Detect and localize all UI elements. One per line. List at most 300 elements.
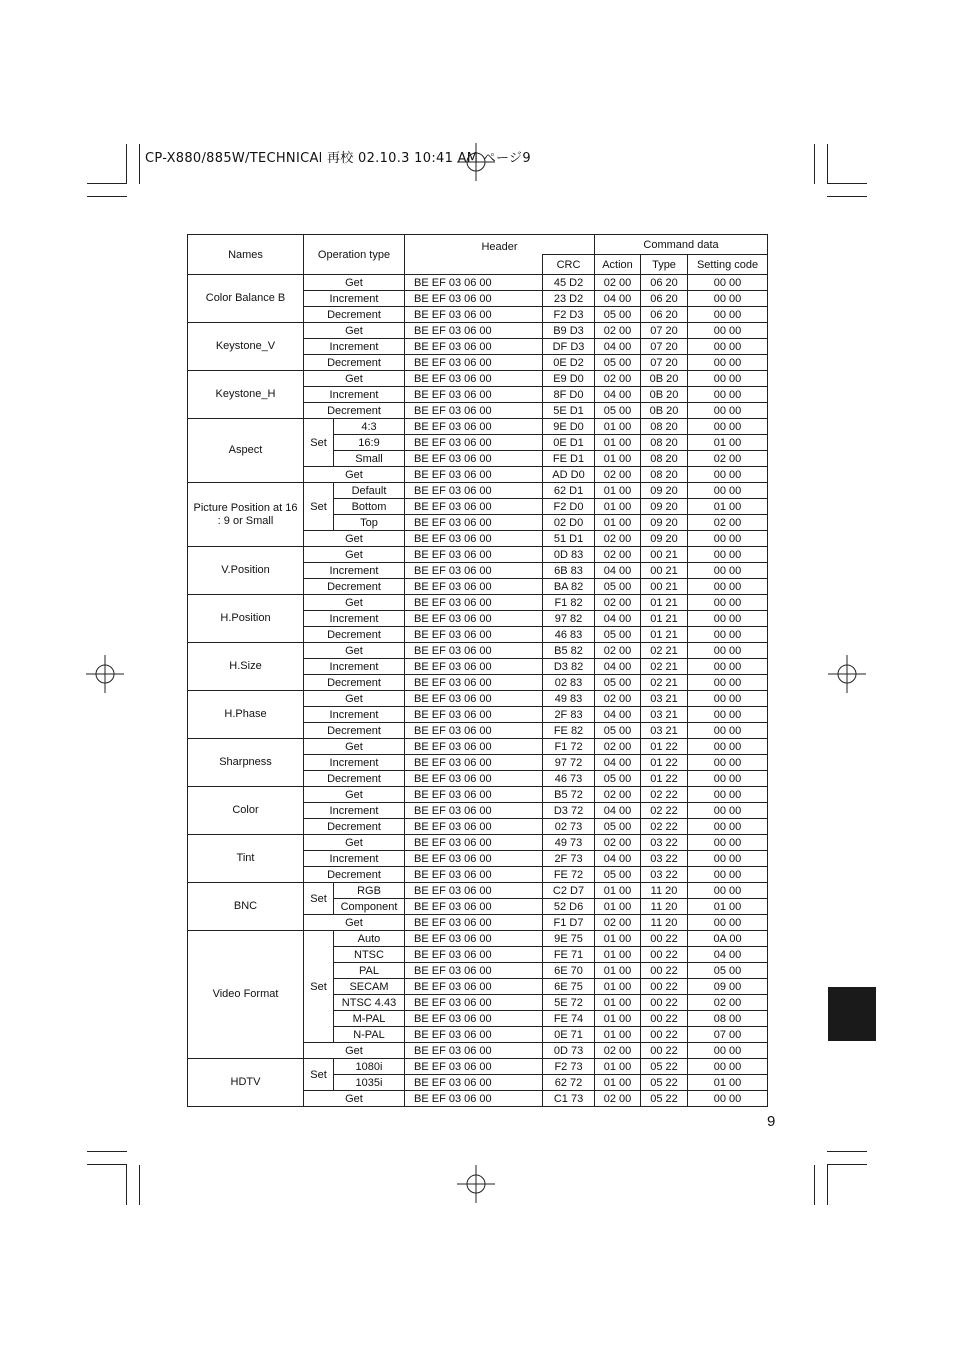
action-cell: 01 00 — [595, 899, 641, 915]
row-name: Aspect — [188, 419, 304, 483]
operation-cell: Get — [304, 547, 405, 563]
set-label: Set — [304, 1059, 334, 1091]
action-cell: 05 00 — [595, 307, 641, 323]
setting-code-cell: 00 00 — [688, 339, 768, 355]
crc-cell: 62 72 — [543, 1075, 595, 1091]
header-bytes-cell: BE EF 03 06 00 — [405, 483, 543, 499]
operation-cell: Top — [334, 515, 405, 531]
operation-cell: Get — [304, 643, 405, 659]
table-row — [188, 835, 768, 851]
operation-cell: Get — [304, 739, 405, 755]
set-label: Set — [304, 483, 334, 531]
action-cell: 04 00 — [595, 291, 641, 307]
action-cell: 05 00 — [595, 675, 641, 691]
header-bytes-cell: BE EF 03 06 00 — [405, 531, 543, 547]
setting-code-cell: 00 00 — [688, 403, 768, 419]
table-row — [188, 275, 768, 291]
header-bytes-cell: BE EF 03 06 00 — [405, 515, 543, 531]
crc-cell: F2 D3 — [543, 307, 595, 323]
setting-code-cell: 00 00 — [688, 291, 768, 307]
crc-cell: F1 D7 — [543, 915, 595, 931]
table-row — [188, 739, 768, 755]
setting-code-cell: 01 00 — [688, 1075, 768, 1091]
crc-cell: 0E 71 — [543, 1027, 595, 1043]
action-cell: 01 00 — [595, 883, 641, 899]
crc-cell: 23 D2 — [543, 291, 595, 307]
setting-code-cell: 00 00 — [688, 819, 768, 835]
header-bytes-cell: BE EF 03 06 00 — [405, 547, 543, 563]
setting-code-cell: 05 00 — [688, 963, 768, 979]
crc-cell: E9 D0 — [543, 371, 595, 387]
setting-code-cell: 00 00 — [688, 595, 768, 611]
row-name: Color — [188, 787, 304, 835]
type-cell: 09 20 — [641, 531, 688, 547]
crc-cell: 51 D1 — [543, 531, 595, 547]
action-cell: 05 00 — [595, 771, 641, 787]
operation-cell: Increment — [304, 851, 405, 867]
operation-cell: Default — [334, 483, 405, 499]
setting-code-cell: 07 00 — [688, 1027, 768, 1043]
table-row — [188, 547, 768, 563]
header-bytes-cell: BE EF 03 06 00 — [405, 1091, 543, 1107]
setting-code-cell: 00 00 — [688, 707, 768, 723]
header-bytes-cell: BE EF 03 06 00 — [405, 659, 543, 675]
type-cell: 02 22 — [641, 819, 688, 835]
setting-code-cell: 00 00 — [688, 915, 768, 931]
crc-cell: 0E D2 — [543, 355, 595, 371]
setting-code-cell: 00 00 — [688, 691, 768, 707]
type-cell: 03 21 — [641, 691, 688, 707]
crc-cell: 2F 73 — [543, 851, 595, 867]
crc-cell: 0D 83 — [543, 547, 595, 563]
registration-mark-icon — [86, 655, 124, 693]
header-bytes-cell: BE EF 03 06 00 — [405, 851, 543, 867]
type-cell: 00 22 — [641, 963, 688, 979]
action-cell: 01 00 — [595, 483, 641, 499]
header-type: Type — [641, 255, 688, 275]
action-cell: 02 00 — [595, 547, 641, 563]
table-row — [188, 787, 768, 803]
setting-code-cell: 00 00 — [688, 387, 768, 403]
crc-cell: 46 73 — [543, 771, 595, 787]
header-bytes-cell: BE EF 03 06 00 — [405, 1059, 543, 1075]
operation-cell: Increment — [304, 611, 405, 627]
setting-code-cell: 02 00 — [688, 515, 768, 531]
type-cell: 00 21 — [641, 547, 688, 563]
header-bytes-cell: BE EF 03 06 00 — [405, 563, 543, 579]
crc-cell: B5 82 — [543, 643, 595, 659]
header-bytes-cell: BE EF 03 06 00 — [405, 643, 543, 659]
setting-code-cell: 00 00 — [688, 643, 768, 659]
crc-cell: FE D1 — [543, 451, 595, 467]
setting-code-cell: 00 00 — [688, 1059, 768, 1075]
type-cell: 0B 20 — [641, 403, 688, 419]
crc-cell: 6E 70 — [543, 963, 595, 979]
crc-cell: FE 74 — [543, 1011, 595, 1027]
crc-cell: F2 D0 — [543, 499, 595, 515]
action-cell: 05 00 — [595, 867, 641, 883]
header-bytes-cell: BE EF 03 06 00 — [405, 595, 543, 611]
type-cell: 01 21 — [641, 595, 688, 611]
action-cell: 01 00 — [595, 419, 641, 435]
setting-code-cell: 08 00 — [688, 1011, 768, 1027]
setting-code-cell: 00 00 — [688, 803, 768, 819]
header-operation-type: Operation type — [304, 235, 405, 275]
header-bytes-cell: BE EF 03 06 00 — [405, 819, 543, 835]
row-name: HDTV — [188, 1059, 304, 1107]
operation-cell: Increment — [304, 387, 405, 403]
type-cell: 05 22 — [641, 1075, 688, 1091]
operation-cell: M-PAL — [334, 1011, 405, 1027]
operation-cell: Bottom — [334, 499, 405, 515]
type-cell: 08 20 — [641, 435, 688, 451]
type-cell: 11 20 — [641, 883, 688, 899]
crc-cell: 49 73 — [543, 835, 595, 851]
type-cell: 0B 20 — [641, 371, 688, 387]
action-cell: 02 00 — [595, 915, 641, 931]
crc-cell: 0D 73 — [543, 1043, 595, 1059]
crop-mark — [827, 1165, 828, 1205]
crc-cell: 0E D1 — [543, 435, 595, 451]
action-cell: 04 00 — [595, 659, 641, 675]
operation-cell: Get — [304, 595, 405, 611]
print-slug: CP-X880/885W/TECHNICAl 再校 02.10.3 10:41 AM ページ9 — [145, 151, 531, 166]
type-cell: 05 22 — [641, 1091, 688, 1107]
operation-cell: Get — [304, 915, 405, 931]
operation-cell: Increment — [304, 291, 405, 307]
header-header: Header — [405, 235, 595, 255]
header-crc: CRC — [543, 255, 595, 275]
row-name: Keystone_H — [188, 371, 304, 419]
setting-code-cell: 00 00 — [688, 835, 768, 851]
type-cell: 07 20 — [641, 339, 688, 355]
crc-cell: 49 83 — [543, 691, 595, 707]
type-cell: 11 20 — [641, 899, 688, 915]
command-table — [187, 234, 768, 1107]
row-name: BNC — [188, 883, 304, 931]
type-cell: 09 20 — [641, 483, 688, 499]
type-cell: 00 22 — [641, 947, 688, 963]
action-cell: 02 00 — [595, 835, 641, 851]
operation-cell: 16:9 — [334, 435, 405, 451]
action-cell: 05 00 — [595, 627, 641, 643]
set-label: Set — [304, 931, 334, 1043]
action-cell: 02 00 — [595, 531, 641, 547]
operation-cell: Get — [304, 691, 405, 707]
operation-cell: 4:3 — [334, 419, 405, 435]
table-row — [188, 931, 768, 947]
crc-cell: 6B 83 — [543, 563, 595, 579]
header-bytes-cell: BE EF 03 06 00 — [405, 419, 543, 435]
setting-code-cell: 00 00 — [688, 483, 768, 499]
setting-code-cell: 01 00 — [688, 435, 768, 451]
row-name: Tint — [188, 835, 304, 883]
crop-mark — [87, 196, 127, 197]
setting-code-cell: 0A 00 — [688, 931, 768, 947]
type-cell: 03 21 — [641, 707, 688, 723]
header-bytes-cell: BE EF 03 06 00 — [405, 291, 543, 307]
crop-mark — [827, 196, 867, 197]
crop-mark — [87, 1151, 127, 1152]
action-cell: 02 00 — [595, 371, 641, 387]
action-cell: 01 00 — [595, 1059, 641, 1075]
header-bytes-cell: BE EF 03 06 00 — [405, 355, 543, 371]
header-command-data: Command data — [595, 235, 768, 255]
header-bytes-cell: BE EF 03 06 00 — [405, 771, 543, 787]
header-bytes-cell: BE EF 03 06 00 — [405, 691, 543, 707]
header-bytes-cell: BE EF 03 06 00 — [405, 979, 543, 995]
setting-code-cell: 00 00 — [688, 531, 768, 547]
crc-cell: C2 D7 — [543, 883, 595, 899]
header-bytes-cell: BE EF 03 06 00 — [405, 931, 543, 947]
setting-code-cell: 02 00 — [688, 995, 768, 1011]
operation-cell: Get — [304, 371, 405, 387]
action-cell: 02 00 — [595, 275, 641, 291]
operation-cell: Get — [304, 467, 405, 483]
crc-cell: 02 83 — [543, 675, 595, 691]
crc-cell: 02 D0 — [543, 515, 595, 531]
type-cell: 00 22 — [641, 1011, 688, 1027]
crc-cell: B5 72 — [543, 787, 595, 803]
action-cell: 01 00 — [595, 515, 641, 531]
header-bytes-cell: BE EF 03 06 00 — [405, 915, 543, 931]
action-cell: 02 00 — [595, 595, 641, 611]
row-name: Keystone_V — [188, 323, 304, 371]
header-bytes-cell: BE EF 03 06 00 — [405, 403, 543, 419]
operation-cell: Increment — [304, 563, 405, 579]
type-cell: 11 20 — [641, 915, 688, 931]
setting-code-cell: 00 00 — [688, 307, 768, 323]
type-cell: 01 22 — [641, 739, 688, 755]
crc-cell: F2 73 — [543, 1059, 595, 1075]
operation-cell: Increment — [304, 659, 405, 675]
operation-cell: Decrement — [304, 307, 405, 323]
header-bytes-cell: BE EF 03 06 00 — [405, 387, 543, 403]
header-header-blank — [405, 255, 543, 275]
type-cell: 03 22 — [641, 835, 688, 851]
set-label: Set — [304, 883, 334, 915]
registration-mark-icon — [828, 655, 866, 693]
crc-cell: 8F D0 — [543, 387, 595, 403]
crc-cell: 5E 72 — [543, 995, 595, 1011]
operation-cell: Decrement — [304, 579, 405, 595]
row-name: V.Position — [188, 547, 304, 595]
header-bytes-cell: BE EF 03 06 00 — [405, 835, 543, 851]
type-cell: 03 22 — [641, 867, 688, 883]
action-cell: 02 00 — [595, 1043, 641, 1059]
operation-cell: Auto — [334, 931, 405, 947]
action-cell: 05 00 — [595, 403, 641, 419]
header-bytes-cell: BE EF 03 06 00 — [405, 947, 543, 963]
setting-code-cell: 04 00 — [688, 947, 768, 963]
action-cell: 01 00 — [595, 499, 641, 515]
operation-cell: Get — [304, 787, 405, 803]
crc-cell: 46 83 — [543, 627, 595, 643]
action-cell: 01 00 — [595, 995, 641, 1011]
operation-cell: 1080i — [334, 1059, 405, 1075]
setting-code-cell: 01 00 — [688, 499, 768, 515]
operation-cell: Component — [334, 899, 405, 915]
operation-cell: Increment — [304, 339, 405, 355]
crop-mark — [126, 144, 127, 184]
type-cell: 01 22 — [641, 755, 688, 771]
table-row — [188, 691, 768, 707]
operation-cell: Decrement — [304, 771, 405, 787]
action-cell: 01 00 — [595, 1027, 641, 1043]
crop-mark — [827, 144, 828, 184]
header-bytes-cell: BE EF 03 06 00 — [405, 963, 543, 979]
operation-cell: Get — [304, 531, 405, 547]
type-cell: 02 21 — [641, 643, 688, 659]
crc-cell: 52 D6 — [543, 899, 595, 915]
type-cell: 06 20 — [641, 275, 688, 291]
setting-code-cell: 00 00 — [688, 787, 768, 803]
registration-mark-icon — [457, 1165, 495, 1203]
type-cell: 01 21 — [641, 611, 688, 627]
type-cell: 03 21 — [641, 723, 688, 739]
crc-cell: DF D3 — [543, 339, 595, 355]
action-cell: 02 00 — [595, 787, 641, 803]
crop-mark — [87, 183, 127, 184]
type-cell: 00 21 — [641, 563, 688, 579]
crc-cell: 97 72 — [543, 755, 595, 771]
type-cell: 08 20 — [641, 419, 688, 435]
crop-mark — [814, 1165, 815, 1205]
operation-cell: Decrement — [304, 867, 405, 883]
crc-cell: 9E D0 — [543, 419, 595, 435]
type-cell: 00 22 — [641, 931, 688, 947]
type-cell: 08 20 — [641, 467, 688, 483]
type-cell: 00 22 — [641, 979, 688, 995]
row-name: H.Size — [188, 643, 304, 691]
header-bytes-cell: BE EF 03 06 00 — [405, 675, 543, 691]
action-cell: 05 00 — [595, 819, 641, 835]
setting-code-cell: 00 00 — [688, 883, 768, 899]
operation-cell: Get — [304, 1043, 405, 1059]
action-cell: 01 00 — [595, 451, 641, 467]
action-cell: 01 00 — [595, 947, 641, 963]
type-cell: 03 22 — [641, 851, 688, 867]
setting-code-cell: 00 00 — [688, 1091, 768, 1107]
header-bytes-cell: BE EF 03 06 00 — [405, 499, 543, 515]
crc-cell: C1 73 — [543, 1091, 595, 1107]
crc-cell: 02 73 — [543, 819, 595, 835]
crop-mark — [827, 1151, 867, 1152]
action-cell: 02 00 — [595, 691, 641, 707]
page-number: 9 — [767, 1113, 776, 1130]
type-cell: 00 22 — [641, 995, 688, 1011]
action-cell: 04 00 — [595, 707, 641, 723]
header-bytes-cell: BE EF 03 06 00 — [405, 755, 543, 771]
crc-cell: 97 82 — [543, 611, 595, 627]
type-cell: 02 22 — [641, 803, 688, 819]
table-row — [188, 595, 768, 611]
action-cell: 05 00 — [595, 579, 641, 595]
action-cell: 01 00 — [595, 1075, 641, 1091]
action-cell: 05 00 — [595, 355, 641, 371]
setting-code-cell: 00 00 — [688, 371, 768, 387]
operation-cell: Get — [304, 1091, 405, 1107]
type-cell: 0B 20 — [641, 387, 688, 403]
crc-cell: FE 82 — [543, 723, 595, 739]
action-cell: 02 00 — [595, 643, 641, 659]
header-bytes-cell: BE EF 03 06 00 — [405, 1043, 543, 1059]
crc-cell: 45 D2 — [543, 275, 595, 291]
type-cell: 02 21 — [641, 659, 688, 675]
operation-cell: Increment — [304, 755, 405, 771]
crc-cell: D3 82 — [543, 659, 595, 675]
action-cell: 04 00 — [595, 563, 641, 579]
header-bytes-cell: BE EF 03 06 00 — [405, 1011, 543, 1027]
header-action: Action — [595, 255, 641, 275]
type-cell: 00 21 — [641, 579, 688, 595]
crc-cell: 6E 75 — [543, 979, 595, 995]
operation-cell: Increment — [304, 707, 405, 723]
setting-code-cell: 00 00 — [688, 611, 768, 627]
header-bytes-cell: BE EF 03 06 00 — [405, 995, 543, 1011]
header-bytes-cell: BE EF 03 06 00 — [405, 611, 543, 627]
setting-code-cell: 00 00 — [688, 275, 768, 291]
setting-code-cell: 00 00 — [688, 467, 768, 483]
registration-mark-icon — [457, 143, 495, 181]
operation-cell: NTSC — [334, 947, 405, 963]
crop-mark — [139, 144, 140, 184]
operation-cell: PAL — [334, 963, 405, 979]
operation-cell: SECAM — [334, 979, 405, 995]
set-label: Set — [304, 419, 334, 467]
action-cell: 02 00 — [595, 323, 641, 339]
setting-code-cell: 00 00 — [688, 579, 768, 595]
header-bytes-cell: BE EF 03 06 00 — [405, 883, 543, 899]
crc-cell: 2F 83 — [543, 707, 595, 723]
header-bytes-cell: BE EF 03 06 00 — [405, 1027, 543, 1043]
action-cell: 02 00 — [595, 467, 641, 483]
header-bytes-cell: BE EF 03 06 00 — [405, 275, 543, 291]
operation-cell: 1035i — [334, 1075, 405, 1091]
operation-cell: Decrement — [304, 355, 405, 371]
operation-cell: RGB — [334, 883, 405, 899]
action-cell: 02 00 — [595, 739, 641, 755]
setting-code-cell: 00 00 — [688, 771, 768, 787]
type-cell: 00 22 — [641, 1027, 688, 1043]
operation-cell: Decrement — [304, 675, 405, 691]
type-cell: 01 21 — [641, 627, 688, 643]
table-row — [188, 419, 768, 435]
action-cell: 04 00 — [595, 611, 641, 627]
operation-cell: NTSC 4.43 — [334, 995, 405, 1011]
action-cell: 01 00 — [595, 963, 641, 979]
crop-mark — [87, 1164, 127, 1165]
action-cell: 04 00 — [595, 387, 641, 403]
crc-cell: FE 71 — [543, 947, 595, 963]
crc-cell: AD D0 — [543, 467, 595, 483]
table-row — [188, 1059, 768, 1075]
row-name: H.Position — [188, 595, 304, 643]
crc-cell: D3 72 — [543, 803, 595, 819]
crc-cell: BA 82 — [543, 579, 595, 595]
setting-code-cell: 00 00 — [688, 851, 768, 867]
setting-code-cell: 00 00 — [688, 755, 768, 771]
header-bytes-cell: BE EF 03 06 00 — [405, 723, 543, 739]
header-bytes-cell: BE EF 03 06 00 — [405, 707, 543, 723]
header-bytes-cell: BE EF 03 06 00 — [405, 307, 543, 323]
setting-code-cell: 02 00 — [688, 451, 768, 467]
setting-code-cell: 00 00 — [688, 419, 768, 435]
operation-cell: Get — [304, 835, 405, 851]
header-bytes-cell: BE EF 03 06 00 — [405, 323, 543, 339]
action-cell: 02 00 — [595, 1091, 641, 1107]
header-bytes-cell: BE EF 03 06 00 — [405, 627, 543, 643]
